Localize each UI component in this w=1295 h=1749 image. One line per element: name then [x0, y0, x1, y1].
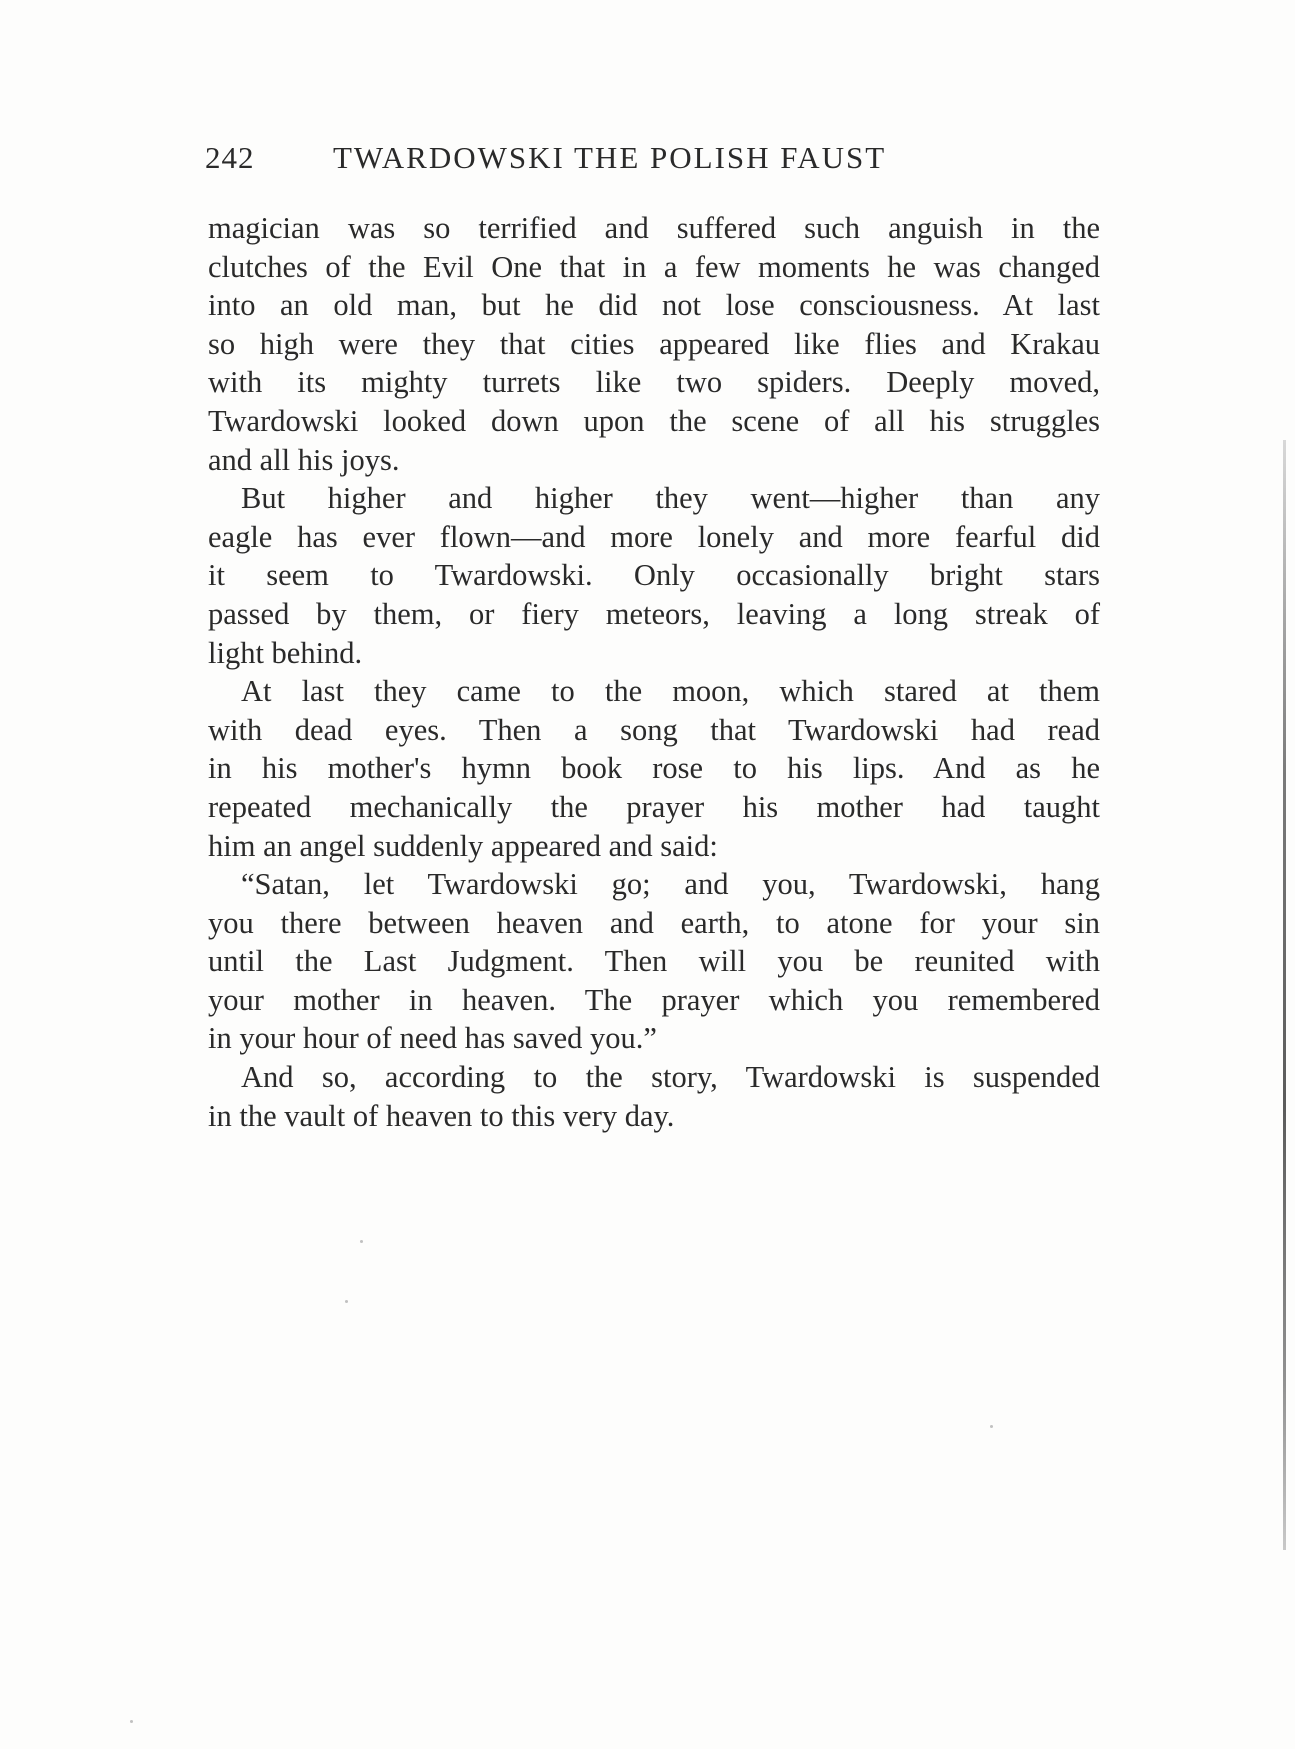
text-line: repeated mechanically the prayer his mother had taught [208, 789, 1100, 824]
text-line: eagle has ever flown—and more lonely and more fearful did [208, 519, 1100, 554]
text-line: magician was so terrified and suffered such anguish in the [208, 211, 1100, 245]
text-line: “Satan, let Twardowski go; and you, Twardowski, hang [241, 867, 1100, 902]
text-line: in the vault of heaven to this very day. [208, 1098, 675, 1133]
scan-speck [360, 1240, 363, 1243]
text-line: in your hour of need has saved you.” [208, 1021, 657, 1056]
scan-speck [990, 1425, 993, 1428]
paragraph [208, 1058, 1100, 1135]
text-line: And so, according to the story, Twardowski is suspended [241, 1060, 1100, 1095]
text-line: Twardowski looked down upon the scene of all his struggles [208, 403, 1100, 438]
paragraph [208, 209, 1100, 479]
text-line: clutches of the Evil One that in a few moments he was changed [208, 249, 1100, 284]
text-line: with dead eyes. Then a song that Twardowski had read [208, 712, 1100, 747]
paragraph [208, 672, 1100, 865]
text-line: your mother in heaven. The prayer which you remembered [208, 982, 1100, 1017]
text-line: At last they came to the moon, which stared at them [241, 674, 1100, 709]
text-line: you there between heaven and earth, to atone for your sin [208, 905, 1100, 940]
text-line: into an old man, but he did not lose consciousness. At last [208, 288, 1100, 323]
text-line: so high were they that cities appeared like flies and Krakau [208, 326, 1100, 361]
text-line: But higher and higher they went—higher than any [241, 481, 1100, 516]
text-line: passed by them, or fiery meteors, leaving a long streak of [208, 596, 1100, 631]
page-number: 242 [205, 140, 255, 175]
text-line: him an angel suddenly appeared and said: [208, 828, 718, 863]
scan-speck [130, 1720, 133, 1723]
text-line: and all his joys. [208, 442, 400, 477]
paragraph [208, 865, 1100, 1058]
text-line: it seem to Twardowski. Only occasionally bright stars [208, 558, 1100, 593]
text-line: light behind. [208, 635, 363, 670]
scan-speck [345, 1300, 348, 1303]
text-line: in his mother's hymn book rose to his lips. And as he [208, 751, 1100, 786]
text-line: with its mighty turrets like two spiders. Deeply moved, [208, 365, 1100, 400]
running-head [205, 140, 1105, 180]
text-line: until the Last Judgment. Then will you be reunited with [208, 944, 1100, 979]
running-title: TWARDOWSKI THE POLISH FAUST [333, 140, 887, 175]
body-text [208, 209, 1100, 1135]
scan-edge-shadow [1283, 440, 1286, 1550]
paragraph [208, 479, 1100, 672]
